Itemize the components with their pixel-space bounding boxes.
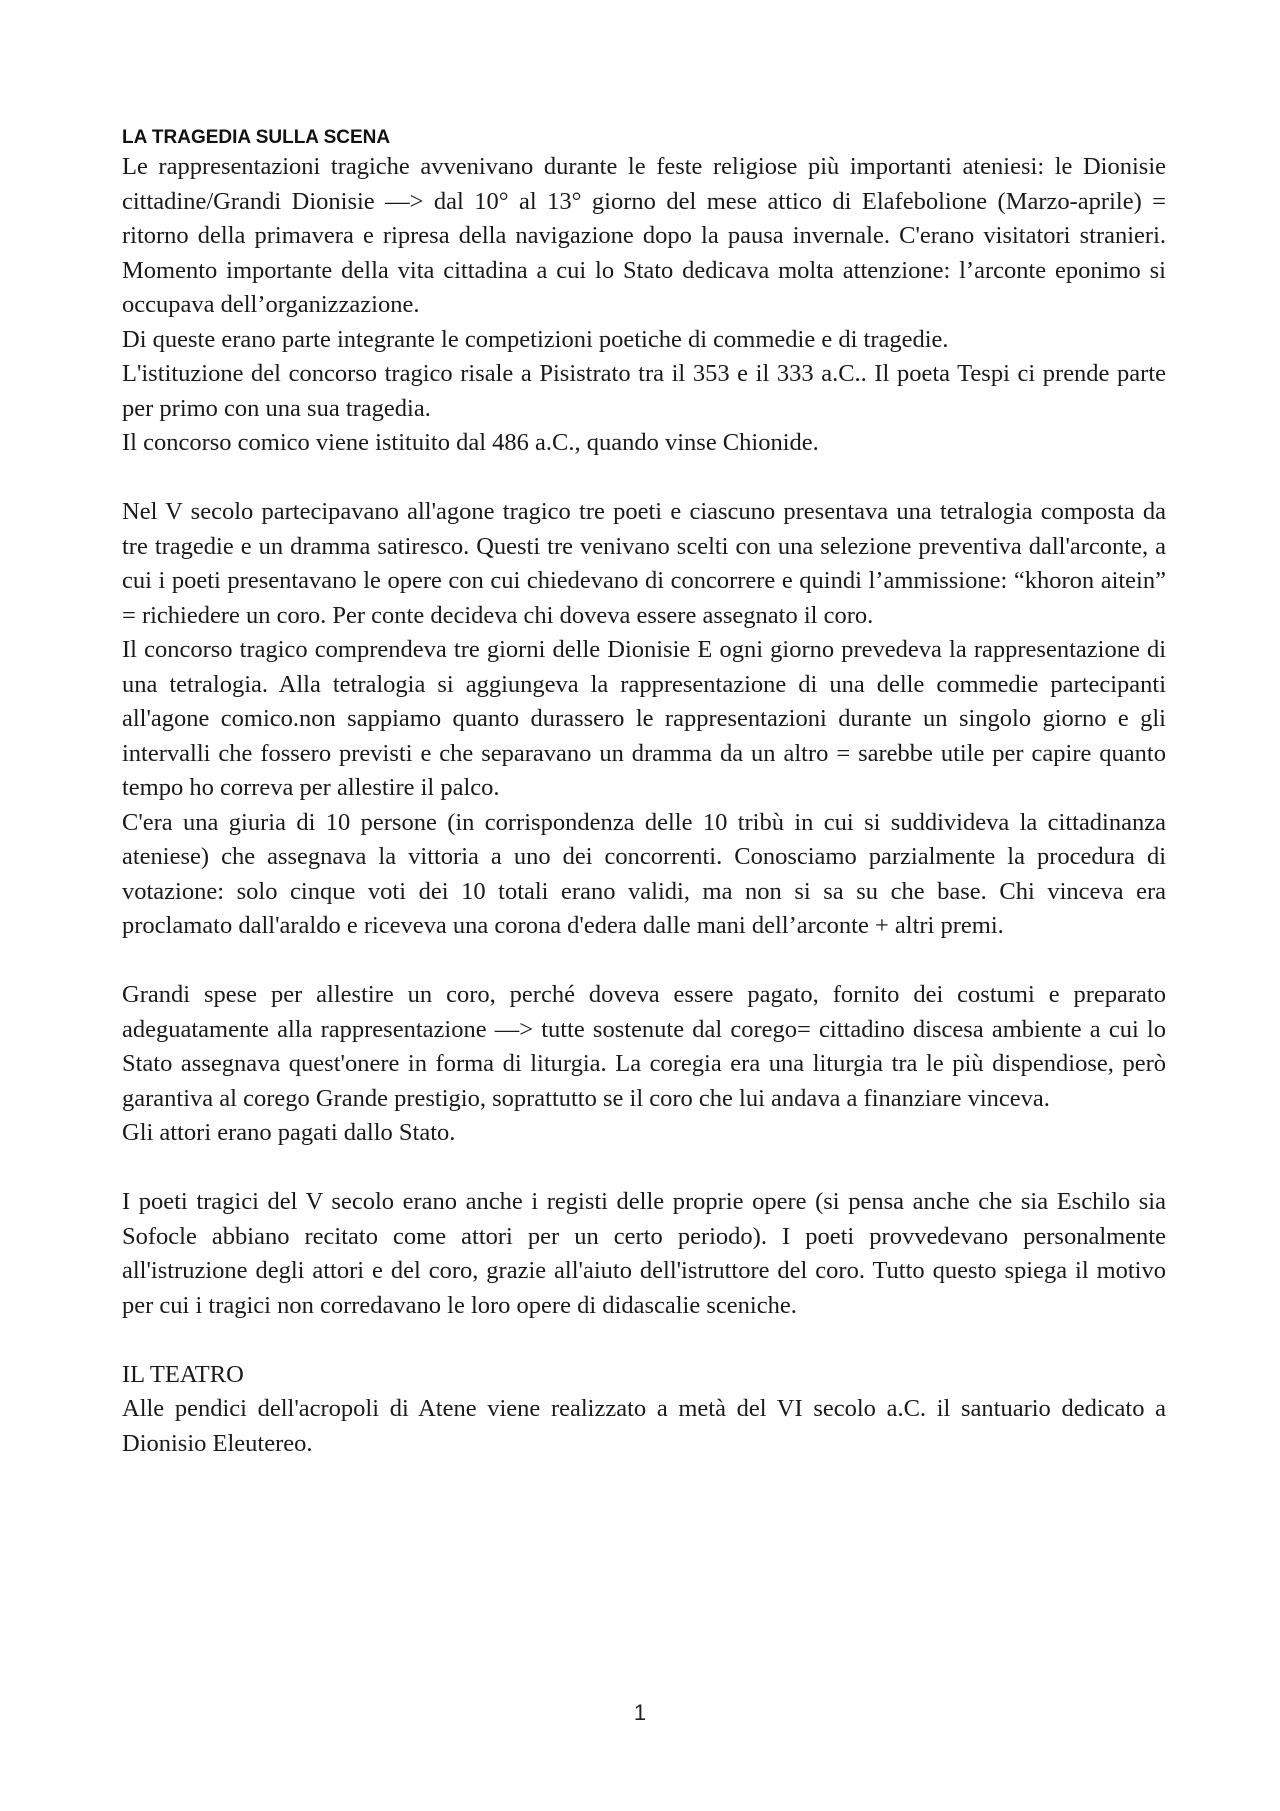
paragraph-giuria: C'era una giuria di 10 persone (in corrispondenza delle 10 tribù in cui si suddivideva la cittadinanza ateniese) che assegnava la vittoria a uno dei concorrenti. Conosciamo parzialmente la procedura di votazione: solo cinque voti dei 10 totali erano validi, ma non si sa su che base. Chi vinceva era proclamato dall'araldo e riceveva una corona d'edera dalle mani dell’arconte + altri premi. xyxy=(122,808,1166,939)
paragraph-attori: Gli attori erano pagati dallo Stato. xyxy=(122,1119,456,1146)
paragraph-giorni-concorso: Il concorso tragico comprendeva tre giorni delle Dionisie E ogni giorno prevedeva la rappresentazione di una tetralogia. Alla tetralogia si aggiungeva la rappresentazione di una delle commedie partecipanti all'agone comico.non sappiamo quanto durassero le rappresentazioni durante un singolo giorno e gli intervalli che fossero previsti e che separavano un dramma da un altro = sarebbe utile per capire quanto tempo ho correva per allestire il palco. xyxy=(122,636,1166,801)
paragraph-gap xyxy=(122,1151,1166,1186)
paragraph-gap xyxy=(122,1323,1166,1358)
document-title: LA TRAGEDIA SULLA SCENA xyxy=(122,127,391,148)
paragraph-coregia: Grandi spese per allestire un coro, perché doveva essere pagato, fornito dei costumi e preparato adeguatamente alla rappresentazione —> tutte sostenute dal corego= cittadino discesa ambiente a cui lo Stato assegnava quest'onere in forma di liturgia. La coregia era una liturgia tra le più dispendiose, però garantiva al corego Grande prestigio, soprattutto se il coro che lui andava a finanziare vinceva. xyxy=(122,981,1166,1112)
page-number: 1 xyxy=(633,1700,647,1725)
paragraph-poeti-registi: I poeti tragici del V secolo erano anche i registi delle proprie opere (si pensa anche che sia Eschilo sia Sofocle abbiano recitato come attori per un certo periodo). I poeti provvedevano personalmente all'istruzione degli attori e del coro, grazie all'aiuto dell'istruttore del coro. Tutto questo spiega il motivo per cui i tragici non corredavano le loro opere di didascalie sceniche. xyxy=(122,1188,1166,1319)
paragraph-concorso-tragico: L'istituzione del concorso tragico risale a Pisistrato tra il 353 e il 333 a.C.. Il poeta Tespi ci prende parte per primo con una sua tragedia. xyxy=(122,360,1166,422)
paragraph-concorso-comico: Il concorso comico viene istituito dal 486 a.C., quando vinse Chionide. xyxy=(122,429,819,456)
paragraph-gap xyxy=(122,944,1166,979)
document-body xyxy=(122,122,1166,1461)
paragraph-dionisie: Le rappresentazioni tragiche avvenivano durante le feste religiose più importanti ateniesi: le Dionisie cittadine/Grandi Dionisie —> dal 10° al 13° giorno del mese attico di Elafebolione (Marzo-aprile) = ritorno della primavera e ripresa della navigazione dopo la pausa invernale. C'erano visitatori stranieri. Momento importante della vita cittadina a cui lo Stato dedicava molta attenzione: l’arconte eponimo si occupava dell’organizzazione. xyxy=(122,153,1166,318)
paragraph-gap xyxy=(122,461,1166,496)
paragraph-competizioni: Di queste erano parte integrante le competizioni poetiche di commedie e di tragedie. xyxy=(122,325,949,353)
section-heading-teatro: IL TEATRO xyxy=(122,1360,244,1388)
paragraph-santuario: Alle pendici dell'acropoli di Atene viene realizzato a metà del VI secolo a.C. il santuario dedicato a Dionisio Eleutereo. xyxy=(122,1395,1166,1457)
paragraph-tetralogia: Nel V secolo partecipavano all'agone tragico tre poeti e ciascuno presentava una tetralogia composta da tre tragedie e un dramma satiresco. Questi tre venivano scelti con una selezione preventiva dall'arconte, a cui i poeti presentavano le opere con cui chiedevano di concorrere e quindi l’ammissione: “khoron aitein” = richiedere un coro. Per conte decideva chi doveva essere assegnato il coro. xyxy=(122,498,1166,629)
